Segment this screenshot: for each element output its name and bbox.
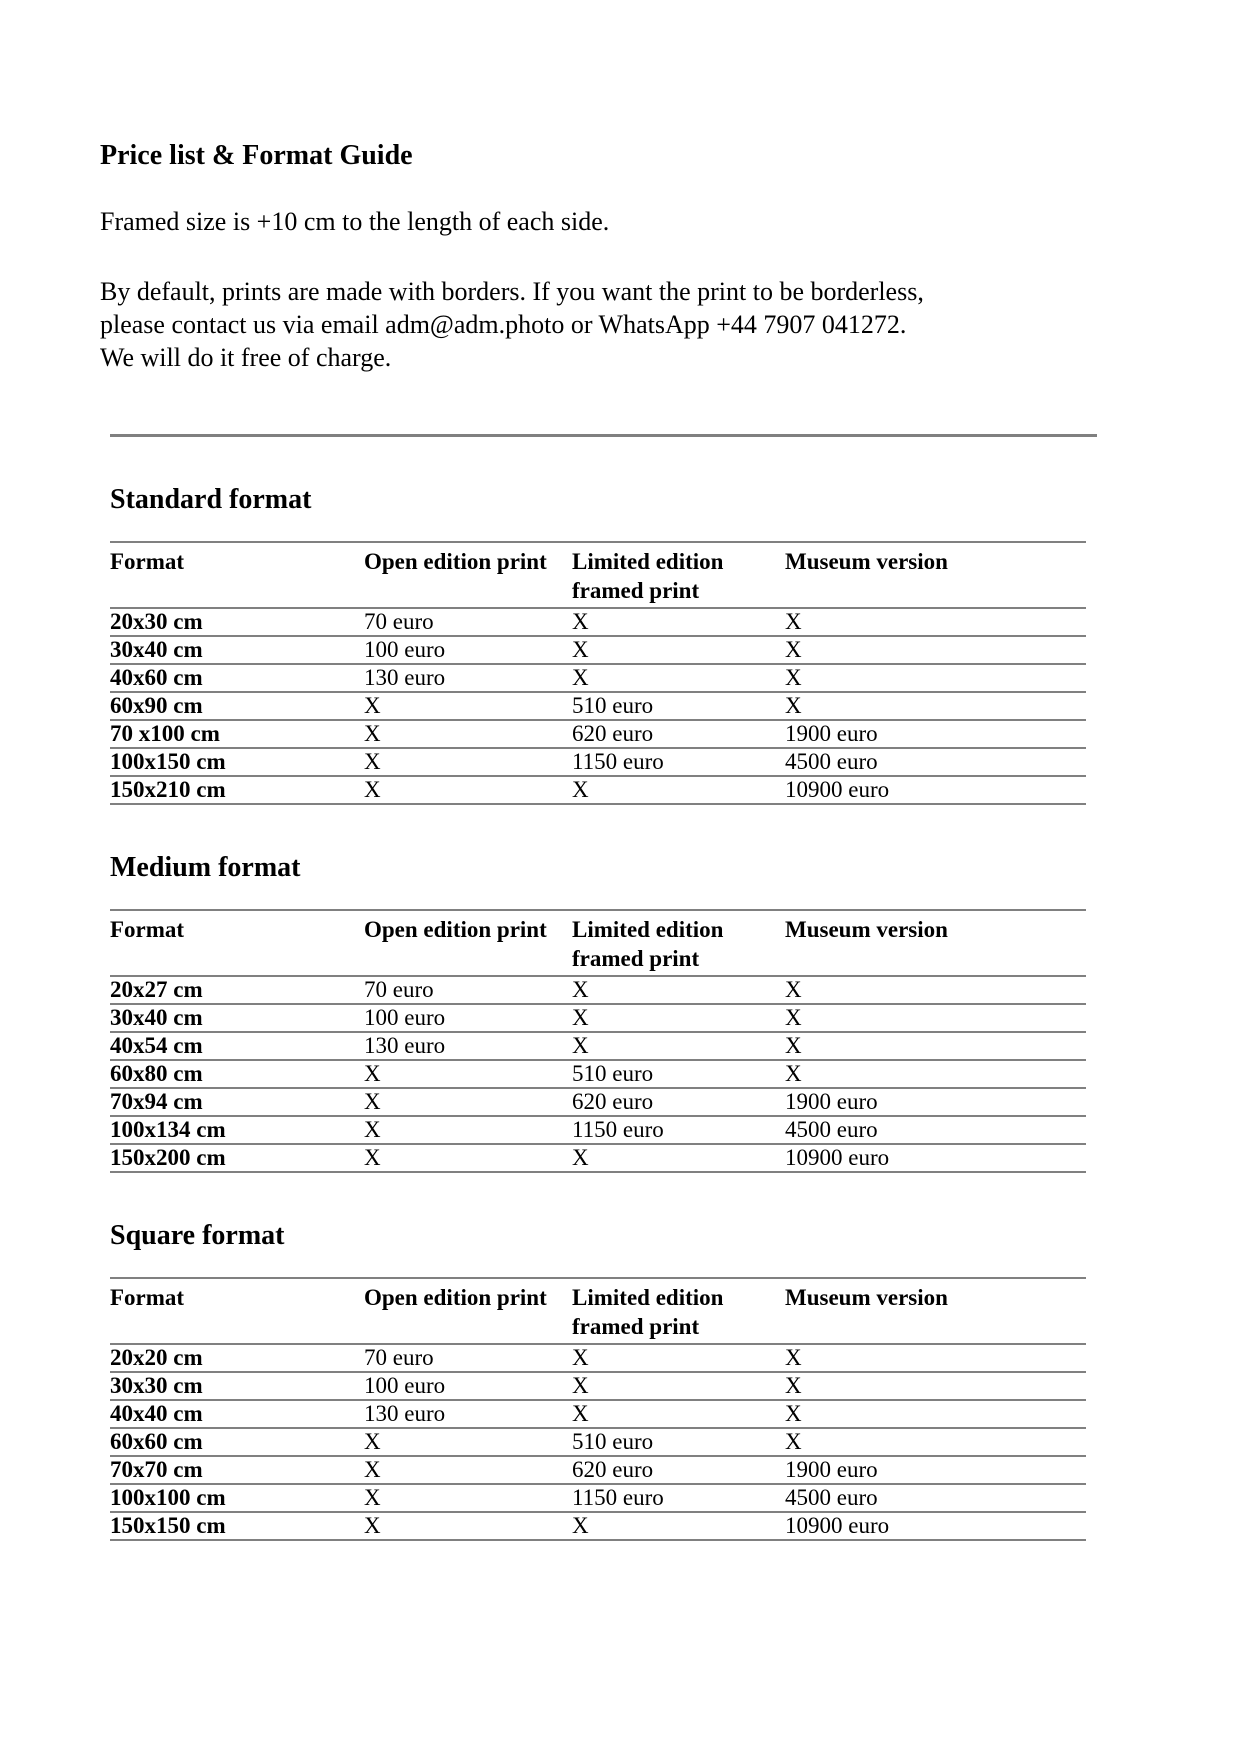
price-cell: X — [364, 777, 381, 802]
format-cell: 70x70 cm — [110, 1457, 203, 1482]
format-cell: 40x60 cm — [110, 665, 203, 690]
price-cell: 1900 euro — [785, 1457, 878, 1482]
price-cell: 1150 euro — [572, 1117, 664, 1142]
price-table — [110, 1277, 1086, 1541]
price-cell: X — [364, 1061, 381, 1086]
price-cell: 1900 euro — [785, 721, 878, 746]
price-cell: 70 euro — [364, 609, 434, 634]
section-heading: Square format — [110, 1220, 285, 1251]
table-row — [110, 1456, 1086, 1484]
format-cell: 20x27 cm — [110, 977, 203, 1002]
price-cell: 510 euro — [572, 1061, 654, 1086]
table-row — [110, 1400, 1086, 1428]
table-row — [110, 1512, 1086, 1540]
price-cell: X — [364, 721, 381, 746]
price-cell: 100 euro — [364, 1373, 446, 1398]
price-cell: X — [785, 1005, 802, 1030]
price-cell: X — [572, 1145, 589, 1170]
price-cell: X — [572, 637, 589, 662]
column-header: Museum version — [785, 917, 948, 942]
format-cell: 60x80 cm — [110, 1061, 203, 1086]
price-cell: 100 euro — [364, 1005, 446, 1030]
column-header: Open edition print — [364, 1285, 547, 1310]
format-cell: 30x30 cm — [110, 1373, 203, 1398]
format-cell: 60x90 cm — [110, 693, 203, 718]
table-row — [110, 608, 1086, 636]
price-cell: 1900 euro — [785, 1089, 878, 1114]
format-cell: 20x20 cm — [110, 1345, 203, 1370]
borders-note-line-2: please contact us via email adm@adm.photo or WhatsApp +44 7907 041272. — [100, 310, 907, 339]
price-cell: X — [785, 609, 802, 634]
page-title: Price list & Format Guide — [100, 140, 413, 171]
column-header: Open edition print — [364, 917, 547, 942]
price-cell: X — [364, 1485, 381, 1510]
price-cell: 100 euro — [364, 637, 446, 662]
price-cell: X — [785, 1373, 802, 1398]
price-cell: 130 euro — [364, 665, 446, 690]
column-header: Museum version — [785, 1285, 948, 1310]
section-heading: Standard format — [110, 484, 312, 515]
price-cell: X — [572, 777, 589, 802]
price-cell: 4500 euro — [785, 749, 878, 774]
price-cell: 1150 euro — [572, 749, 664, 774]
column-header: Open edition print — [364, 549, 547, 574]
format-cell: 70x94 cm — [110, 1089, 203, 1114]
price-cell: X — [364, 693, 381, 718]
borders-note-line-1: By default, prints are made with borders. If you want the print to be borderless, — [100, 277, 924, 306]
price-cell: X — [572, 1401, 589, 1426]
price-cell: X — [785, 1429, 802, 1454]
format-cell: 150x210 cm — [110, 777, 226, 802]
price-cell: X — [572, 1033, 589, 1058]
format-cell: 60x60 cm — [110, 1429, 203, 1454]
price-cell: X — [364, 1117, 381, 1142]
price-cell: X — [785, 665, 802, 690]
column-header: Limited edition framed print — [572, 917, 724, 971]
table-row — [110, 976, 1086, 1004]
framed-size-note: Framed size is +10 cm to the length of each side. — [100, 207, 610, 236]
table-row — [110, 1484, 1086, 1512]
column-header: Limited edition framed print — [572, 1285, 724, 1339]
table-row — [110, 1088, 1086, 1116]
format-section — [110, 1221, 1097, 1541]
price-cell: 10900 euro — [785, 1145, 890, 1170]
format-section — [110, 485, 1097, 805]
format-cell: 150x150 cm — [110, 1513, 226, 1538]
table-row — [110, 1060, 1086, 1088]
format-cell: 150x200 cm — [110, 1145, 226, 1170]
table-row — [110, 748, 1086, 776]
price-cell: X — [572, 665, 589, 690]
format-cell: 30x40 cm — [110, 637, 203, 662]
price-cell: X — [364, 1429, 381, 1454]
price-cell: X — [364, 1089, 381, 1114]
price-cell: X — [785, 1033, 802, 1058]
format-cell: 100x100 cm — [110, 1485, 226, 1510]
price-cell: X — [572, 1373, 589, 1398]
price-cell: X — [785, 693, 802, 718]
price-cell: X — [785, 1061, 802, 1086]
price-cell: 70 euro — [364, 977, 434, 1002]
format-cell: 100x150 cm — [110, 749, 226, 774]
price-cell: X — [572, 1513, 589, 1538]
table-row — [110, 1004, 1086, 1032]
price-cell: 4500 euro — [785, 1117, 878, 1142]
format-cell: 40x54 cm — [110, 1033, 203, 1058]
table-row — [110, 692, 1086, 720]
table-row — [110, 664, 1086, 692]
format-cell: 20x30 cm — [110, 609, 203, 634]
price-cell: X — [364, 1457, 381, 1482]
borders-note-line-3: We will do it free of charge. — [100, 343, 392, 372]
price-cell: 10900 euro — [785, 1513, 890, 1538]
price-cell: X — [785, 977, 802, 1002]
price-cell: 1150 euro — [572, 1485, 664, 1510]
table-header-row — [110, 910, 1086, 976]
table-row — [110, 720, 1086, 748]
price-cell: X — [785, 1401, 802, 1426]
column-header: Limited edition framed print — [572, 549, 724, 603]
format-sections — [100, 485, 1097, 1541]
format-section — [110, 853, 1097, 1173]
price-cell: X — [572, 977, 589, 1002]
price-cell: X — [364, 1513, 381, 1538]
price-table — [110, 541, 1086, 805]
column-header: Museum version — [785, 549, 948, 574]
borders-note — [100, 275, 1097, 374]
price-cell: 510 euro — [572, 1429, 654, 1454]
price-cell: X — [364, 1145, 381, 1170]
table-row — [110, 1116, 1086, 1144]
format-cell: 100x134 cm — [110, 1117, 226, 1142]
price-cell: 620 euro — [572, 1089, 654, 1114]
price-cell: 130 euro — [364, 1033, 446, 1058]
price-cell: X — [572, 1345, 589, 1370]
section-heading: Medium format — [110, 852, 301, 883]
table-row — [110, 1372, 1086, 1400]
price-table — [110, 909, 1086, 1173]
format-cell: 40x40 cm — [110, 1401, 203, 1426]
column-header: Format — [110, 549, 185, 574]
table-row — [110, 776, 1086, 804]
divider — [110, 434, 1097, 437]
table-row — [110, 1344, 1086, 1372]
table-row — [110, 636, 1086, 664]
table-row — [110, 1032, 1086, 1060]
table-row — [110, 1144, 1086, 1172]
price-cell: X — [364, 749, 381, 774]
price-cell: 510 euro — [572, 693, 654, 718]
column-header: Format — [110, 917, 185, 942]
price-cell: X — [785, 637, 802, 662]
price-cell: 4500 euro — [785, 1485, 878, 1510]
price-cell: 10900 euro — [785, 777, 890, 802]
price-cell: X — [572, 1005, 589, 1030]
format-cell: 30x40 cm — [110, 1005, 203, 1030]
price-cell: X — [572, 609, 589, 634]
price-cell: 130 euro — [364, 1401, 446, 1426]
table-row — [110, 1428, 1086, 1456]
price-cell: X — [785, 1345, 802, 1370]
table-header-row — [110, 542, 1086, 608]
price-cell: 70 euro — [364, 1345, 434, 1370]
column-header: Format — [110, 1285, 185, 1310]
price-cell: 620 euro — [572, 721, 654, 746]
format-cell: 70 x100 cm — [110, 721, 220, 746]
table-header-row — [110, 1278, 1086, 1344]
price-cell: 620 euro — [572, 1457, 654, 1482]
